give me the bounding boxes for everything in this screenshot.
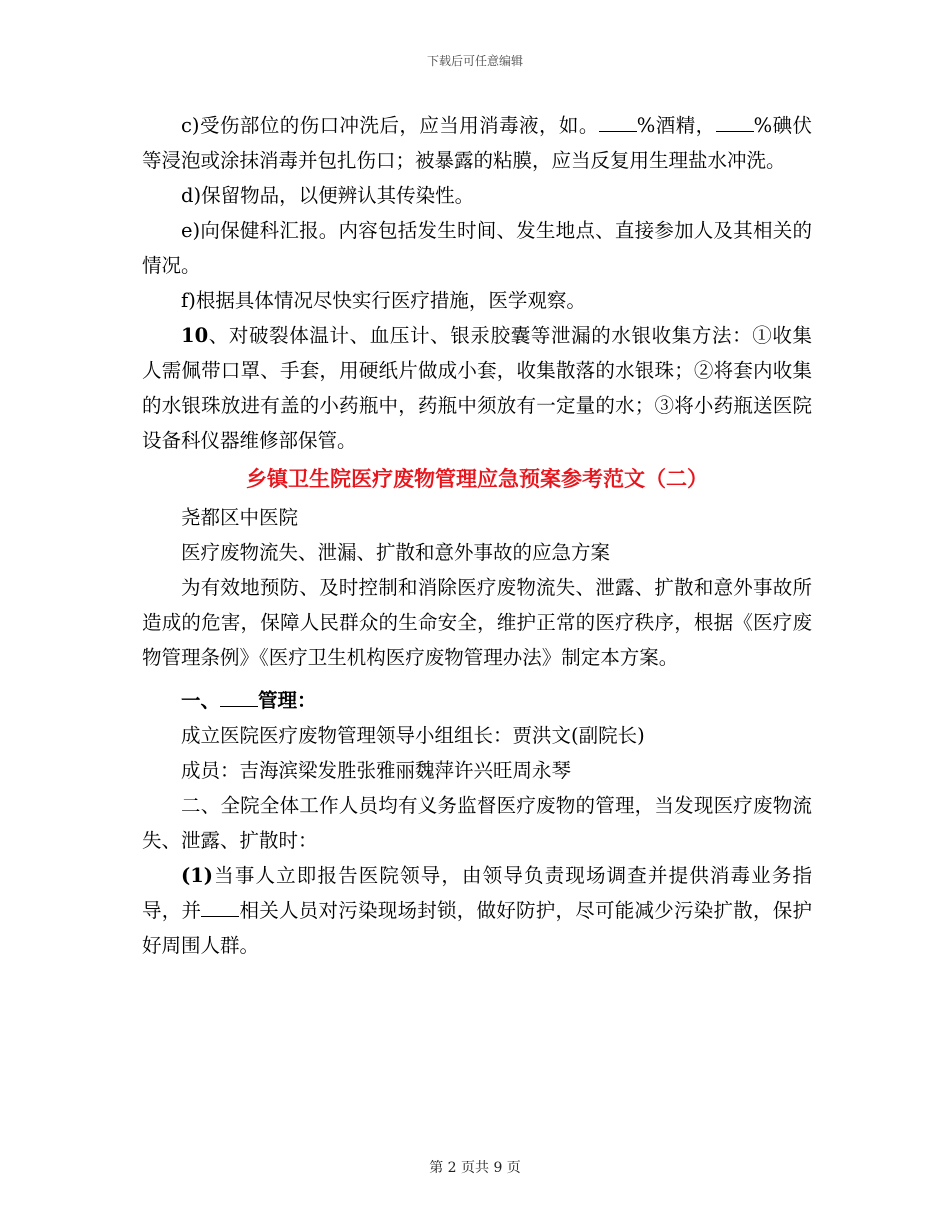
fill-blank (220, 686, 258, 707)
paragraph-c: c)受伤部位的伤口冲洗后，应当用消毒液，如。 %酒精， %碘伏等浸泡或涂抹消毒并包扎伤口；被暴露的粘膜，应当反复用生理盐水冲洗。 (142, 108, 812, 178)
paragraph-f: f)根据具体情况尽快实行医疗措施，医学观察。 (181, 289, 586, 312)
leader-line: 成立医院医疗废物管理领导小组组长：贾洪文(副院长) (181, 724, 645, 747)
paragraph-2: 二、全院全体工作人员均有义务监督医疗废物的管理，当发现医疗废物流失、泄露、扩散时： (142, 794, 812, 852)
fill-blank (599, 111, 637, 132)
intro-paragraph: 为有效地预防、及时控制和消除医疗废物流失、泄露、扩散和意外事故所造成的危害，保障人民群众的生命安全，维护正常的医疗秩序，根据《医疗废物管理条例》《医疗卫生机构医疗废物管理办法》制定本方案。 (142, 576, 812, 669)
item-1: (1)当事人立即报告医院领导，由领导负责现场调查并提供消毒业务指导，并 相关人员对污染现场封锁，做好防护，尽可能减少污染扩散，保护好周围人群。 (142, 864, 812, 957)
section-heading-1: 一、 管理： (142, 683, 812, 718)
plan-title: 医疗废物流失、泄漏、扩散和意外事故的应急方案 (181, 541, 611, 564)
page-header: 下载后可任意编辑 (426, 54, 523, 68)
section-title: 乡镇卫生院医疗废物管理应急预案参考范文（二） (246, 467, 708, 491)
fill-blank (201, 896, 239, 917)
paragraph-d: d)保留物品，以便辨认其传染性。 (181, 184, 475, 207)
page-footer: 第 2 页共 9 页 (429, 1160, 521, 1176)
fill-blank (716, 111, 754, 132)
paragraph-e: e)向保健科汇报。内容包括发生时间、发生地点、直接参加人及其相关的情况。 (142, 219, 812, 277)
paragraph-10: 10、对破裂体温计、血压计、银汞胶囊等泄漏的水银收集方法：①收集人需佩带口罩、手套，用硬纸片做成小套，收集散落的水银珠；②将套内收集的水银珠放进有盖的小药瓶中，药瓶中须放有一定量的水；③将小药瓶送医院设备科仪器维修部保管。 (142, 324, 812, 452)
document-body (142, 108, 812, 963)
hospital-name: 尧都区中医院 (181, 506, 299, 529)
members-line: 成员：吉海滨梁发胜张雅丽魏萍许兴旺周永琴 (181, 759, 572, 782)
